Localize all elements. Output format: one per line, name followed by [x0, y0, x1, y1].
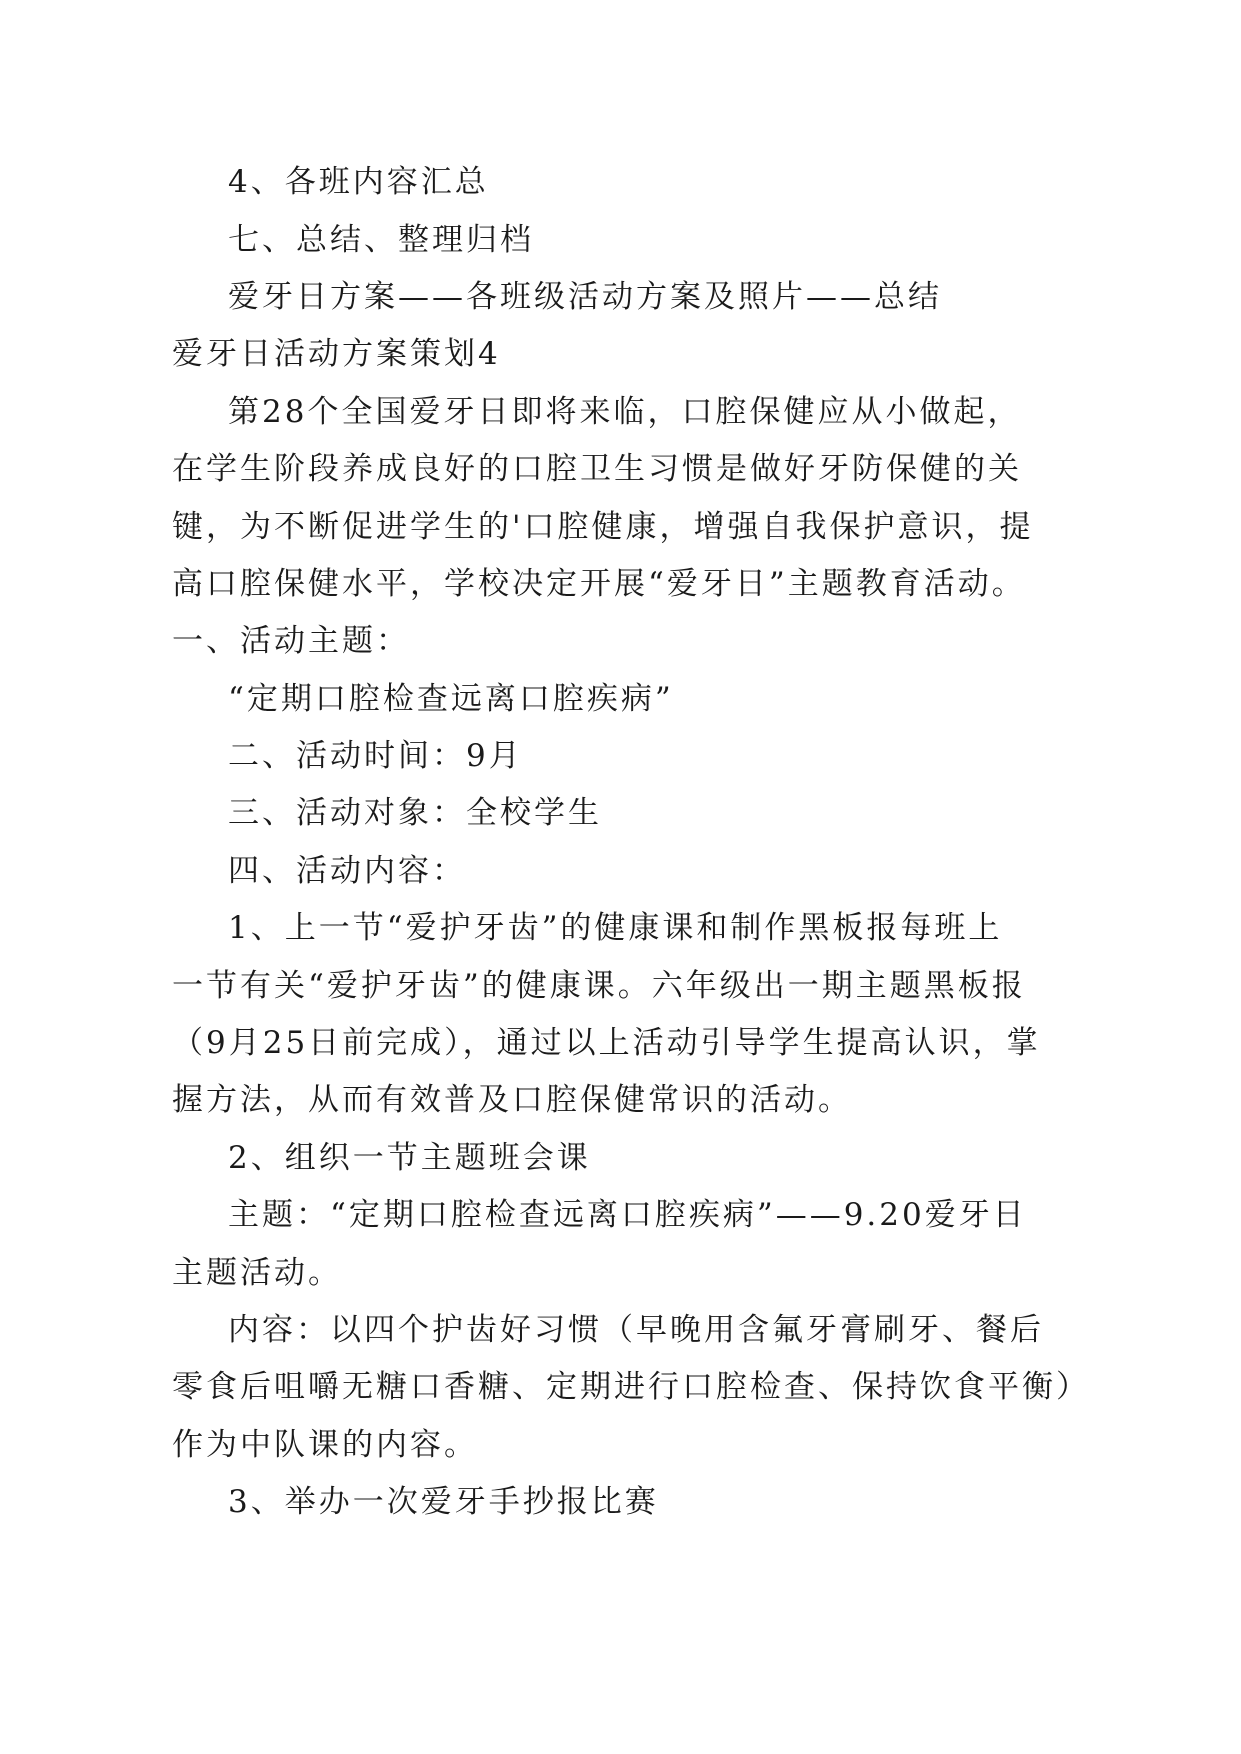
- item-1-line-2: 一节有关“爱护牙齿”的健康课。六年级出一期主题黑板报: [172, 968, 1026, 1004]
- item-2-title: 2、组织一节主题班会课: [228, 1140, 591, 1176]
- heading-theme: 一、活动主题：: [172, 623, 410, 659]
- intro-line-3: 键，为不断促进学生的'口腔健康，增强自我保护意识，提: [172, 509, 1034, 545]
- item-2-theme-line-1: 主题：“定期口腔检查远离口腔疾病”——9.20爱牙日: [228, 1197, 1027, 1233]
- item-1-line-1: 1、上一节“爱护牙齿”的健康课和制作黑板报每班上: [228, 910, 1003, 946]
- line-section-summary: 七、总结、整理归档: [228, 222, 534, 258]
- heading-audience: 三、活动对象：全校学生: [228, 795, 602, 831]
- section-title: 爱牙日活动方案策划4: [172, 336, 501, 372]
- line-class-summary: 4、各班内容汇总: [228, 164, 489, 200]
- item-1-line-4: 握方法，从而有效普及口腔保健常识的活动。: [172, 1082, 852, 1118]
- intro-line-1: 第28个全国爱牙日即将来临，口腔保健应从小做起，: [228, 394, 1022, 430]
- theme-text: “定期口腔检查远离口腔疾病”: [228, 681, 674, 717]
- line-plan-flow: 爱牙日方案——各班级活动方案及照片——总结: [228, 279, 942, 315]
- heading-time: 二、活动时间：9月: [228, 738, 523, 774]
- item-2-theme-line-2: 主题活动。: [172, 1255, 342, 1291]
- item-2-content-line-1: 内容：以四个护齿好习惯（早晚用含氟牙膏刷牙、餐后: [228, 1312, 1044, 1348]
- item-2-content-line-2: 零食后咀嚼无糖口香糖、定期进行口腔检查、保持饮食平衡）: [172, 1369, 1090, 1405]
- intro-line-4: 高口腔保健水平，学校决定开展“爱牙日”主题教育活动。: [172, 566, 1026, 602]
- item-2-content-line-3: 作为中队课的内容。: [172, 1427, 478, 1463]
- item-1-line-3: （9月25日前完成），通过以上活动引导学生提高认识，掌: [172, 1025, 1041, 1061]
- heading-content: 四、活动内容：: [228, 853, 466, 889]
- intro-line-2: 在学生阶段养成良好的口腔卫生习惯是做好牙防保健的关: [172, 451, 1022, 487]
- item-3-title: 3、举办一次爱牙手抄报比赛: [228, 1484, 659, 1520]
